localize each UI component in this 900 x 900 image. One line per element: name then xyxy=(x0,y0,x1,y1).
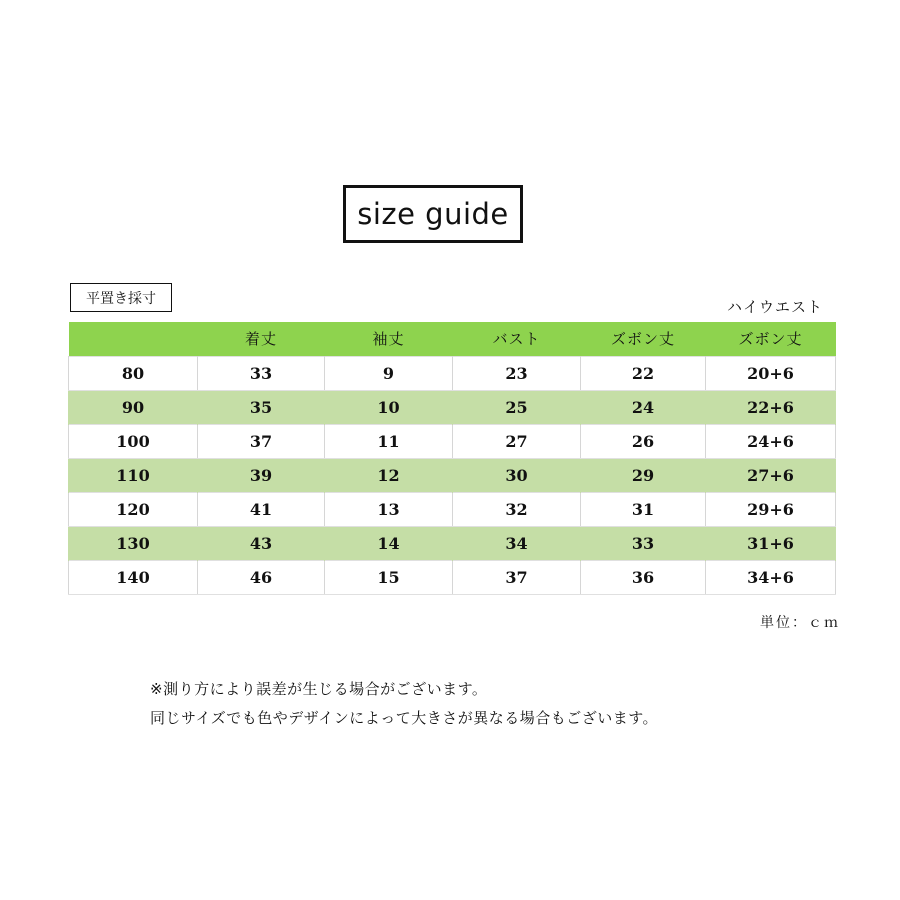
table-cell: 22+6 xyxy=(706,390,836,424)
table-cell: 41 xyxy=(198,492,325,526)
table-cell: 29+6 xyxy=(706,492,836,526)
table-cell: 130 xyxy=(69,526,198,560)
table-cell: 120 xyxy=(69,492,198,526)
table-cell: 34 xyxy=(453,526,581,560)
table-cell: 39 xyxy=(198,458,325,492)
high-waist-label: ハイウエスト xyxy=(726,298,823,316)
size-guide-title: size guide xyxy=(343,185,523,243)
table-cell: 35 xyxy=(198,390,325,424)
table-header-row xyxy=(69,322,836,356)
table-cell: 25 xyxy=(453,390,581,424)
table-cell: 110 xyxy=(69,458,198,492)
table-row xyxy=(69,458,836,492)
table-cell: 140 xyxy=(69,560,198,594)
table-cell: 11 xyxy=(325,424,453,458)
size-variation-note: 同じサイズでも色やデザインによって大きさが異なる場合もございます。 xyxy=(150,709,659,727)
header-high-waist-pants-length: ズボン丈 xyxy=(738,330,803,349)
measurement-error-note: ※測り方により誤差が生じる場合がございます。 xyxy=(150,680,488,698)
table-cell: 43 xyxy=(198,526,325,560)
table-cell: 31+6 xyxy=(706,526,836,560)
table-cell: 90 xyxy=(69,390,198,424)
table-cell: 24+6 xyxy=(706,424,836,458)
table-row xyxy=(69,560,836,594)
table-cell: 20+6 xyxy=(706,356,836,390)
table-cell: 29 xyxy=(581,458,706,492)
table-cell: 31 xyxy=(581,492,706,526)
unit-label: 単位：ｃｍ xyxy=(760,615,840,631)
table-row xyxy=(69,356,836,390)
header-bust: バスト xyxy=(492,330,541,349)
table-cell: 27 xyxy=(453,424,581,458)
header-length: 着丈 xyxy=(244,330,277,349)
table-cell: 34+6 xyxy=(706,560,836,594)
table-cell: 22 xyxy=(581,356,706,390)
table-cell: 80 xyxy=(69,356,198,390)
size-table xyxy=(68,322,836,595)
table-cell: 33 xyxy=(581,526,706,560)
table-cell: 9 xyxy=(325,356,453,390)
header-sleeve: 袖丈 xyxy=(372,330,405,349)
table-cell: 37 xyxy=(453,560,581,594)
table-cell: 30 xyxy=(453,458,581,492)
table-cell: 24 xyxy=(581,390,706,424)
table-row xyxy=(69,526,836,560)
table-row xyxy=(69,424,836,458)
table-cell: 33 xyxy=(198,356,325,390)
header-pants-length: ズボン丈 xyxy=(610,330,675,349)
table-cell: 27+6 xyxy=(706,458,836,492)
table-cell: 37 xyxy=(198,424,325,458)
table-cell: 36 xyxy=(581,560,706,594)
table-cell: 46 xyxy=(198,560,325,594)
table-cell: 100 xyxy=(69,424,198,458)
table-cell: 15 xyxy=(325,560,453,594)
table-cell: 14 xyxy=(325,526,453,560)
table-cell: 10 xyxy=(325,390,453,424)
table-row xyxy=(69,390,836,424)
table-cell: 26 xyxy=(581,424,706,458)
table-cell: 32 xyxy=(453,492,581,526)
table-cell: 13 xyxy=(325,492,453,526)
table-row xyxy=(69,492,836,526)
header-size xyxy=(69,322,198,356)
table-cell: 12 xyxy=(325,458,453,492)
measure-method-label: 平置き採寸 xyxy=(70,283,172,312)
table-cell: 23 xyxy=(453,356,581,390)
